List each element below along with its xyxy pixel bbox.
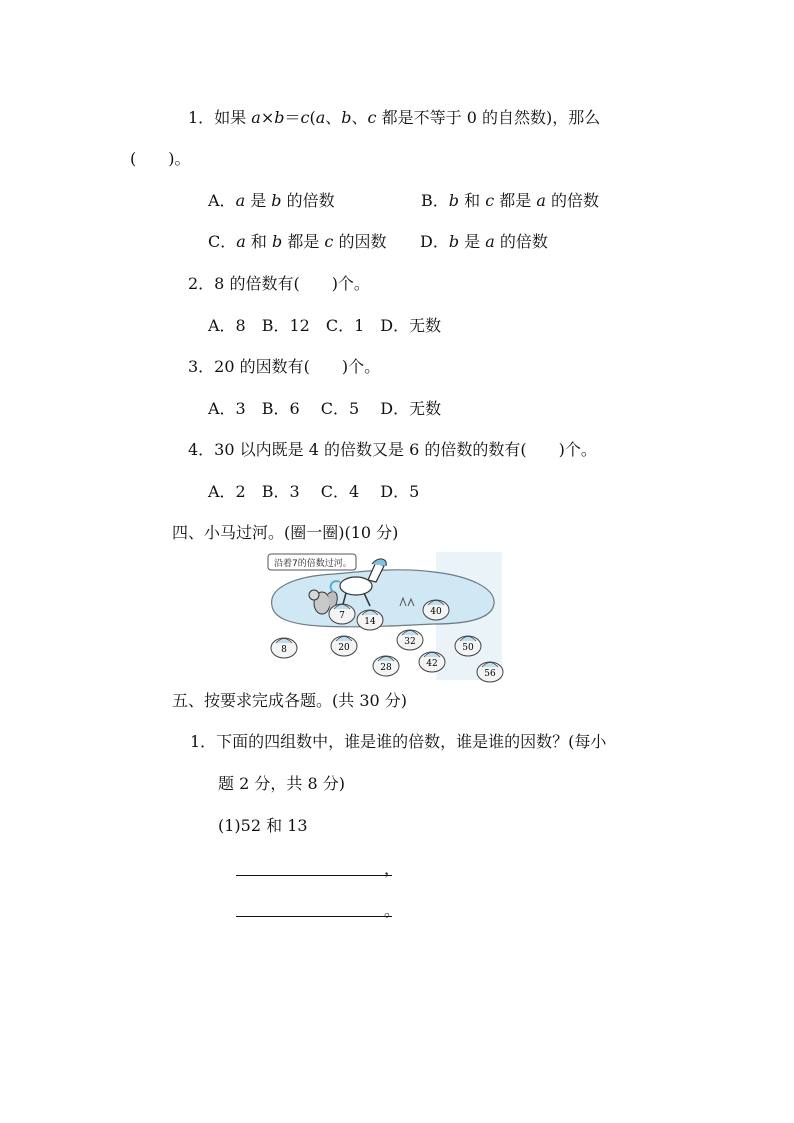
option-text: 和 — [459, 191, 486, 210]
s5-q1-line1: 1．下面的四组数中，谁是谁的倍数，谁是谁的因数？(每小 — [190, 732, 607, 751]
var-a: a — [235, 191, 246, 210]
q1-option-b[interactable] — [421, 190, 599, 212]
equals-sign: ＝ — [284, 108, 301, 127]
q1-option-a[interactable] — [208, 190, 335, 212]
stone-label: 7 — [339, 611, 345, 621]
var-c: c — [300, 108, 310, 127]
var-b: b — [448, 191, 460, 210]
option-label: A． — [208, 191, 236, 210]
s5-q1-line2: 题 2 分，共 8 分) — [218, 774, 345, 793]
stone-label: 42 — [426, 659, 438, 669]
stone-label: 40 — [430, 607, 442, 617]
stone-14[interactable] — [357, 610, 383, 630]
option-label: D． — [420, 232, 449, 251]
stone-42[interactable] — [419, 652, 445, 672]
bubble-text: 沿着7的倍数过河。 — [274, 559, 352, 569]
q2-options[interactable]: A．8 B．12 C．1 D．无数 — [208, 316, 442, 335]
var-a: a — [536, 191, 546, 210]
option-text: 都是 — [282, 232, 325, 251]
section5-title: 五、按要求完成各题。(共 30 分) — [172, 691, 408, 710]
option-text: 是 — [245, 191, 272, 210]
sep: 、 — [351, 108, 368, 127]
option-label: C． — [208, 232, 237, 251]
option-text: 的因数 — [333, 232, 387, 251]
stone-32[interactable] — [397, 630, 423, 650]
stone-8[interactable] — [271, 638, 297, 658]
q1-number: 1． — [188, 108, 215, 127]
var-b: b — [341, 108, 352, 127]
var-b: b — [271, 191, 282, 210]
sep: 、 — [325, 108, 342, 127]
comma-mark: ， — [384, 859, 401, 878]
q1-blank: ( )。 — [130, 149, 191, 168]
option-text: 都是 — [494, 191, 537, 210]
stone-28[interactable] — [373, 656, 399, 676]
stone-label: 50 — [462, 643, 474, 653]
var-b: b — [274, 108, 285, 127]
stone-label: 8 — [281, 645, 287, 655]
q2-stem: 2．8 的倍数有( )个。 — [188, 274, 370, 293]
q1-option-c[interactable] — [208, 231, 386, 253]
stone-label: 32 — [404, 637, 416, 647]
stone-20[interactable] — [331, 636, 357, 656]
stone-label: 28 — [380, 663, 392, 673]
q4-stem: 4．30 以内既是 4 的倍数又是 6 的倍数的数有( )个。 — [188, 440, 597, 459]
stone-56[interactable] — [477, 662, 503, 682]
answer-line-1[interactable] — [236, 875, 392, 876]
s5-sub1: (1)52 和 13 — [218, 816, 308, 835]
q3-stem: 3．20 的因数有( )个。 — [188, 357, 381, 376]
stone-label: 14 — [364, 617, 376, 627]
option-text: 是 — [459, 232, 486, 251]
var-a: a — [485, 232, 495, 251]
option-text: 的倍数 — [545, 191, 599, 210]
stone-label: 20 — [338, 643, 350, 653]
option-label: B． — [421, 191, 449, 210]
option-text: 的倍数 — [281, 191, 335, 210]
option-text: 的倍数 — [494, 232, 548, 251]
q1-stem — [188, 107, 600, 129]
period-mark: 。 — [384, 901, 401, 920]
times-sign: × — [260, 108, 275, 127]
var-b: b — [448, 232, 460, 251]
river-svg — [264, 548, 504, 686]
var-a: a — [251, 108, 261, 127]
var-b: b — [271, 232, 283, 251]
q4-options[interactable]: A．2 B．3 C．4 D．5 — [208, 482, 420, 501]
var-c: c — [485, 191, 495, 210]
q1-option-d[interactable] — [420, 231, 548, 253]
var-c: c — [324, 232, 334, 251]
q1-pre: 如果 — [214, 108, 252, 127]
section4-title: 四、小马过河。(圈一圈)(10 分) — [172, 523, 399, 542]
stone-7[interactable] — [329, 604, 355, 624]
q1-post: 都是不等于 0 的自然数)，那么 — [376, 108, 601, 127]
stone-50[interactable] — [455, 636, 481, 656]
option-text: 和 — [245, 232, 272, 251]
stone-40[interactable] — [423, 600, 449, 620]
var-a: a — [315, 108, 326, 127]
var-a: a — [236, 232, 246, 251]
q3-options[interactable]: A．3 B．6 C．5 D．无数 — [208, 399, 442, 418]
paren-open: ( — [309, 108, 316, 127]
river-illustration — [264, 548, 504, 686]
var-c: c — [367, 108, 377, 127]
stone-label: 56 — [484, 669, 496, 679]
answer-line-2[interactable] — [236, 916, 392, 917]
